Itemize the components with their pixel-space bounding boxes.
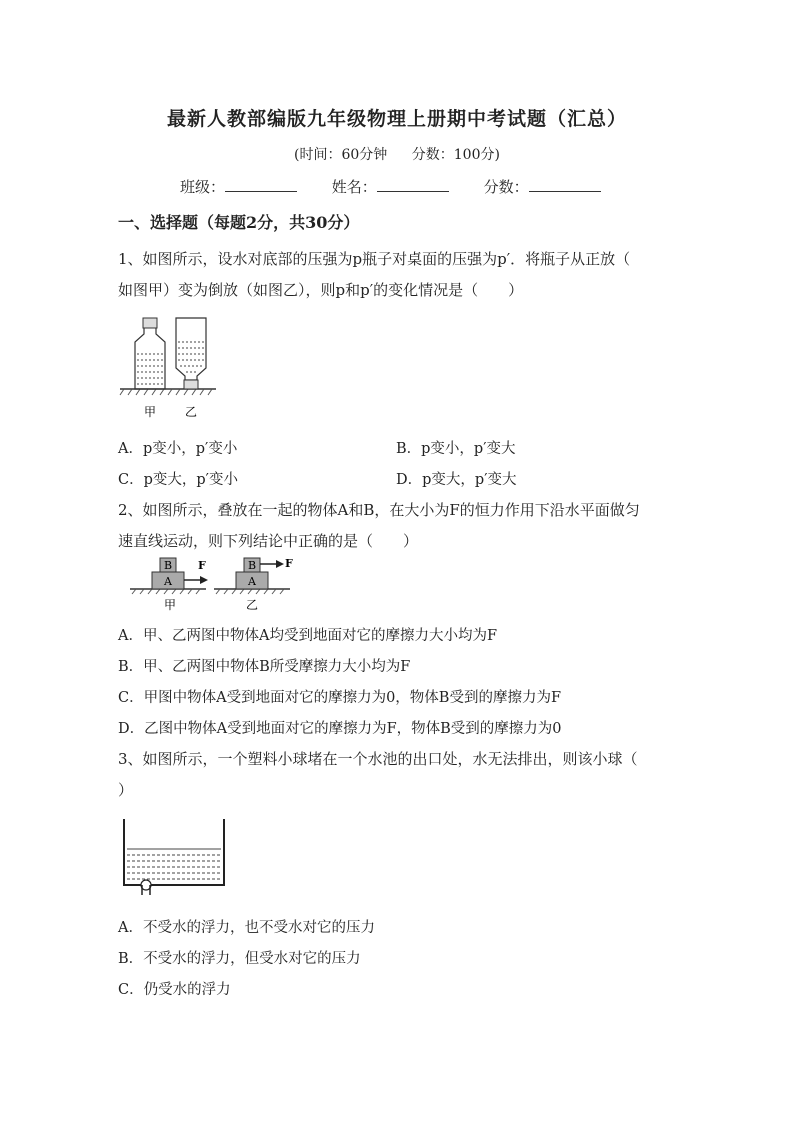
name-field[interactable]: 姓名： [332, 176, 449, 197]
q2-blocks-figure [128, 555, 308, 615]
exam-time: (时间：60分钟 [294, 147, 388, 163]
q1-option-d[interactable]: D．p变大，p′变大 [396, 472, 517, 488]
q1-bottle-figure [118, 312, 218, 422]
q1-line2: 如图甲）变为倒放（如图乙），则p和p′的变化情况是（ ） [118, 281, 524, 299]
svg-text:A: A [164, 575, 172, 588]
svg-text:B: B [247, 559, 257, 572]
exam-total-score: 分数：100分) [411, 147, 500, 163]
class-field[interactable]: 班级： [180, 176, 297, 197]
q2-line1: 2、如图所示，叠放在一起的物体A和B，在大小为F的恒力作用下沿水平面做匀 [118, 501, 640, 519]
q1-option-c[interactable]: C．p变大，p′变小 [118, 472, 238, 488]
q3-pool-figure [120, 815, 230, 900]
svg-text:F: F [198, 559, 206, 572]
q1-option-b[interactable]: B．p变小，p′变大 [396, 441, 516, 457]
q2-option-b[interactable]: B．甲、乙两图中物体B所受摩擦力大小均为F [118, 659, 411, 675]
section-heading: 一、选择题（每题2分，共30分） [118, 213, 360, 232]
svg-text:B: B [163, 559, 173, 572]
svg-text:F: F [285, 557, 293, 570]
q2-line2: 速直线运动，则下列结论中正确的是（ ） [118, 532, 419, 550]
q3-line1: 3、如图所示，一个塑料小球堵在一个水池的出口处，水无法排出，则该小球（ [118, 750, 638, 768]
svg-text:乙: 乙 [246, 598, 259, 612]
fig-label-yi: 乙 [185, 405, 198, 419]
q2-option-c[interactable]: C．甲图中物体A受到地面对它的摩擦力为0，物体B受到的摩擦力为F [118, 690, 562, 706]
exam-meta [0, 144, 794, 164]
page-title: 最新人教部编版九年级物理上册期中考试题（汇总） [166, 108, 627, 130]
q2-option-d[interactable]: D．乙图中物体A受到地面对它的摩擦力为F，物体B受到的摩擦力为0 [118, 721, 562, 737]
svg-text:甲: 甲 [164, 598, 177, 612]
q2-option-a[interactable]: A．甲、乙两图中物体A均受到地面对它的摩擦力大小均为F [118, 628, 498, 644]
fig-label-jia: 甲 [144, 405, 157, 419]
q1-line1: 1、如图所示，设水对底部的压强为p瓶子对桌面的压强为p′．将瓶子从正放（ [118, 250, 631, 268]
student-info-row [180, 176, 631, 197]
q3-option-b[interactable]: B．不受水的浮力，但受水对它的压力 [118, 951, 361, 967]
q3-option-c[interactable]: C．仍受水的浮力 [118, 982, 231, 998]
q1-option-a[interactable]: A．p变小，p′变小 [118, 441, 238, 457]
score-field[interactable]: 分数： [484, 176, 601, 197]
svg-text:A: A [248, 575, 256, 588]
q3-option-a[interactable]: A．不受水的浮力，也不受水对它的压力 [118, 920, 375, 936]
q3-line2: ） [118, 781, 134, 799]
